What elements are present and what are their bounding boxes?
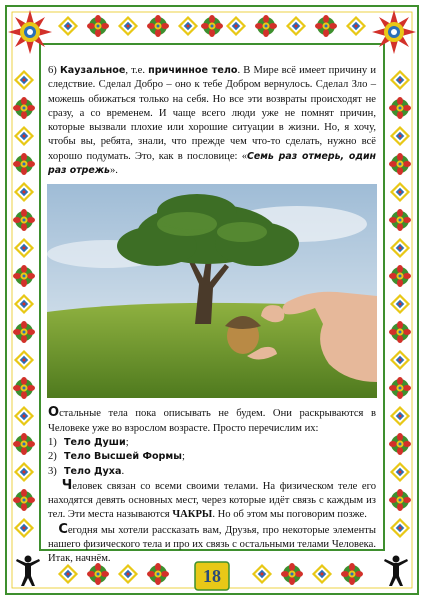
bodies-list [48, 436, 376, 479]
list-item: 1) Тело Души; [48, 436, 129, 448]
human-figure-icon [384, 556, 408, 587]
tree-acorn-photo [47, 184, 377, 398]
top-band [60, 15, 365, 37]
left-band [13, 72, 35, 537]
paragraph-today: Сегодня мы хотели рассказать вам, Друзья, про некоторые элементы нашего физического тела и про их связь с остальными телами Человека. Итак, начнём. [48, 521, 376, 565]
sun-star-icon [372, 10, 416, 54]
right-band [389, 72, 411, 537]
main-text [48, 64, 376, 567]
causal-body-title: Каузальное [59, 65, 126, 76]
list-item: 3) Тело Духа. [48, 465, 125, 477]
list-item: 2) Тело Высшей Формы; [48, 451, 185, 463]
sun-star-icon [8, 10, 52, 54]
chakra-term: ЧАКРЫ [172, 509, 213, 521]
human-figure-icon [16, 556, 40, 587]
paragraph-chakras: Человек связан со всеми своими телами. На физическом теле его находятся девять основных мест, через которые идёт связь с каждым из тел. Эти места называются ЧАКРЫ. Но об этом мы поговорим позже. [48, 477, 376, 521]
paragraph-causal-body: 6) Каузальное, т.е. причинное тело. В Мире всё имеет причину и следствие. Сделал Добро – оно к тебе Добром вернулось. Сделал Зло – можешь обижаться только на себя. Но все эти возвраты происходят не сразу, а со временем. И чаще всего люди уже не помнят причин, которые вызвали плохие или хорошие ситуации в жизни. Но, я хочу, чтобы вы, ребята, знали, что прежде чем что-то сделать, нужно всё хорошо подумать. Это, как в пословице: «Семь раз отмерь, один раз отрежь». [48, 65, 377, 177]
page-number: 18 [203, 566, 221, 586]
photo-illustration [47, 184, 377, 398]
paragraph-other-bodies: Остальные тела пока описывать не будем. Они раскрываются в Человеке уже во взрослом возрасте. Просто перечислим их: [48, 405, 376, 434]
proverb: Семь раз отмерь, один раз отрежь [48, 150, 376, 177]
causal-body-title2: причинное тело [148, 65, 238, 76]
